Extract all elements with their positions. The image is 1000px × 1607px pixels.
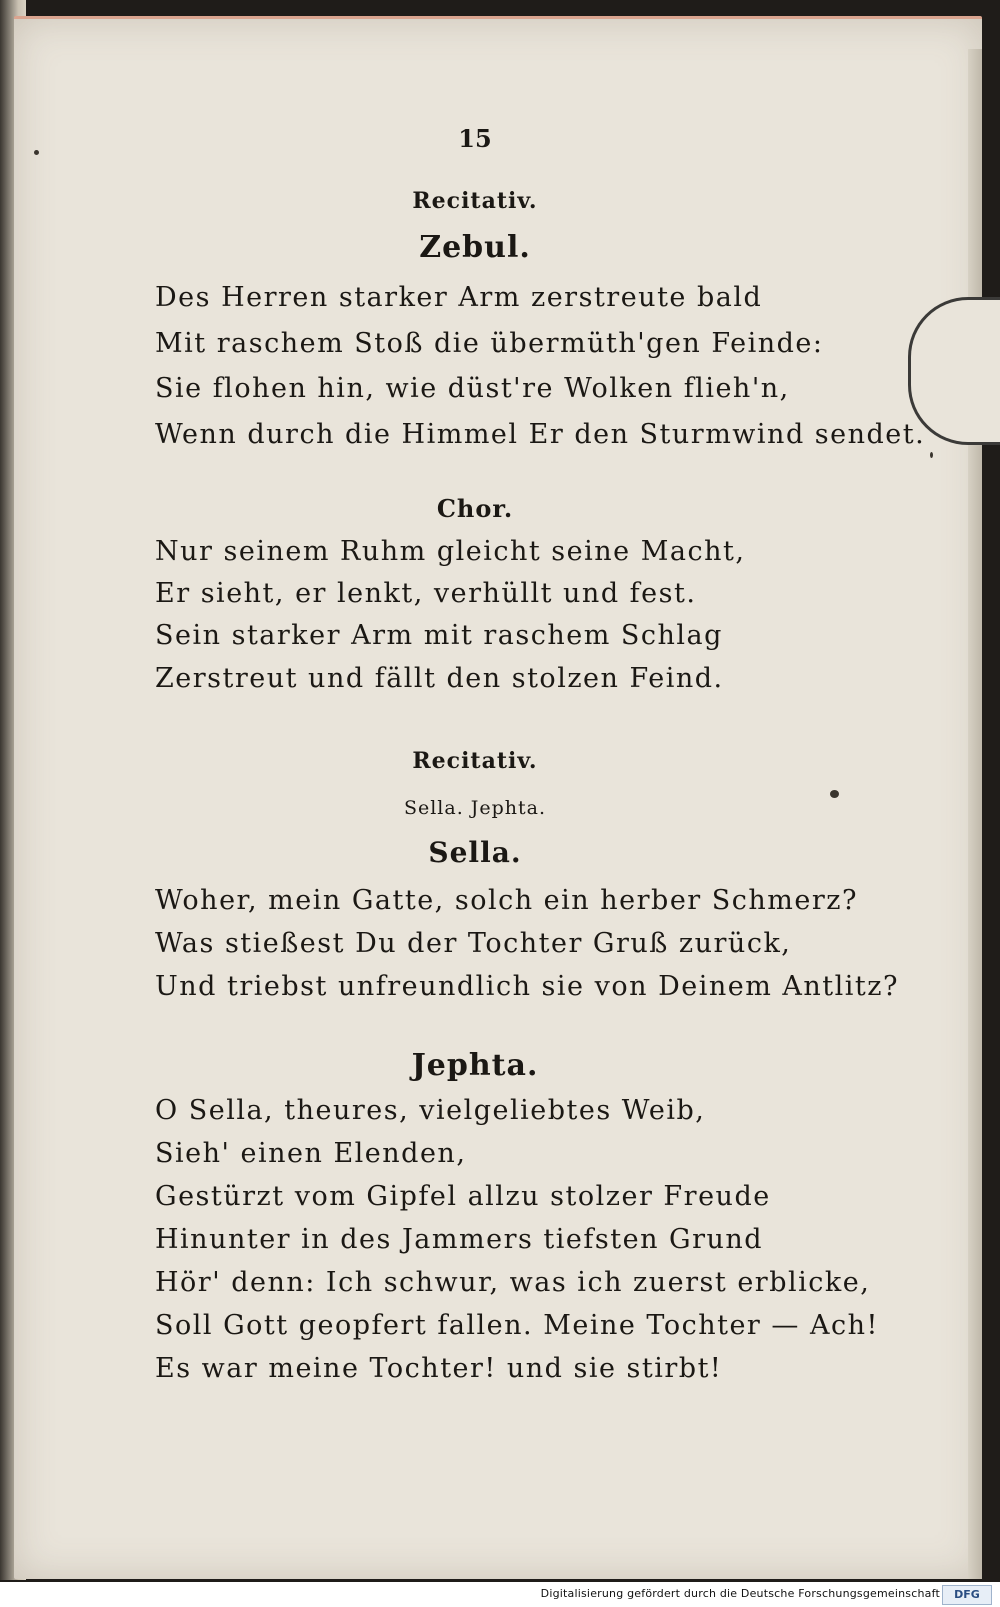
verse-line: O Sella, theures, vielgeliebtes Weib, xyxy=(155,1095,706,1126)
verse-line: Es war meine Tochter! und sie stirbt! xyxy=(155,1353,723,1384)
verse-line: Was stießest Du der Tochter Gruß zurück, xyxy=(155,928,792,959)
verse-line: Er sieht, er lenkt, verhüllt und fest. xyxy=(155,578,697,609)
digitization-footer xyxy=(0,1582,1000,1607)
dfg-logo: DFG xyxy=(942,1585,992,1605)
verse-line: Hinunter in des Jammers tiefsten Grund xyxy=(155,1224,764,1255)
speaker-name: Sella. xyxy=(428,836,522,869)
page-number: 15 xyxy=(458,124,492,153)
verse-line: Woher, mein Gatte, solch ein herber Schmerz? xyxy=(155,885,858,916)
verse-line: Und triebst unfreundlich sie von Deinem Antlitz? xyxy=(155,971,899,1002)
verse-line: Sein starker Arm mit raschem Schlag xyxy=(155,620,723,651)
verse-line: Wenn durch die Himmel Er den Sturmwind sendet. xyxy=(155,419,926,450)
verse-line: Des Herren starker Arm zerstreute bald xyxy=(155,282,763,313)
verse-line: Soll Gott geopfert fallen. Meine Tochter — Ach! xyxy=(155,1310,879,1341)
section-heading: Recitativ. xyxy=(412,748,538,774)
verse-line: Zerstreut und fällt den stolzen Feind. xyxy=(155,663,724,694)
speaker-name: Jephta. xyxy=(411,1048,539,1083)
speaker-name: Chor. xyxy=(436,494,514,523)
speaker-name: Zebul. xyxy=(419,230,531,265)
verse-line: Gestürzt vom Gipfel allzu stolzer Freude xyxy=(155,1181,771,1212)
verse-line: Nur seinem Ruhm gleicht seine Macht, xyxy=(155,536,746,567)
section-heading: Recitativ. xyxy=(412,188,538,214)
verse-line: Hör' denn: Ich schwur, was ich zuerst erblicke, xyxy=(155,1267,871,1298)
verse-line: Sieh' einen Elenden, xyxy=(155,1138,467,1169)
verse-line: Sie flohen hin, wie düst're Wolken flieh'n, xyxy=(155,373,790,404)
persons-list: Sella. Jephta. xyxy=(403,797,547,819)
footer-credit: Digitalisierung gefördert durch die Deutsche Forschungsgemeinschaft xyxy=(540,1587,940,1600)
verse-line: Mit raschem Stoß die übermüth'gen Feinde: xyxy=(155,328,824,359)
